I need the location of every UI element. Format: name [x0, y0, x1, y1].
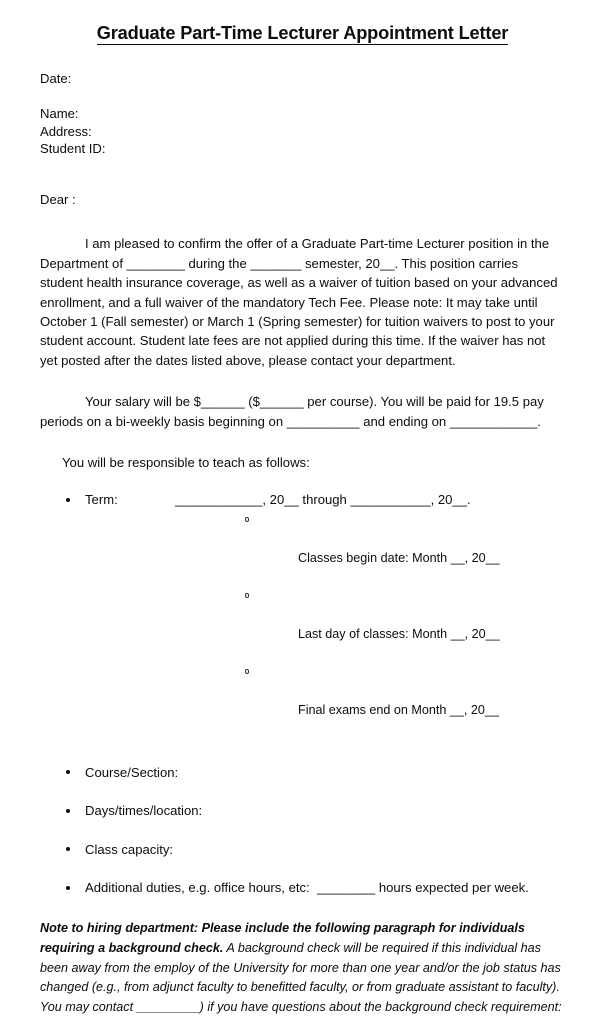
sub-list-item: [85, 511, 565, 587]
student-id-label: Student ID:: [40, 141, 106, 157]
hiring-department-note: [40, 919, 565, 1017]
hollow-bullet-icon: [245, 517, 249, 521]
bullet-dot-icon: [66, 498, 70, 502]
hollow-bullet-icon: [245, 669, 249, 673]
responsibilities-lede: You will be responsible to teach as follows:: [62, 455, 310, 470]
date-label: Date:: [40, 70, 72, 86]
salary-paragraph: Your salary will be $______ ($______ per course). You will be paid for 19.5 pay periods on a bi-weekly basis beginning on __________ and ending on ____________.: [40, 394, 544, 429]
class-capacity-label: Class capacity:: [85, 841, 174, 857]
bullet-dot-icon: [66, 809, 70, 813]
name-label: Name:: [40, 106, 79, 122]
days-times-location-label: Days/times/location:: [85, 803, 203, 819]
list-item-course-section: [40, 763, 565, 782]
bullet-dot-icon: [66, 886, 70, 890]
sub-list-item-label: Final exams end on Month __, 20__: [298, 702, 499, 717]
sub-list-item: [85, 663, 565, 739]
bullet-dot-icon: [66, 770, 70, 774]
page-title: [40, 0, 565, 45]
list-item-days-times-location: [40, 801, 565, 820]
page-title-text: Graduate Part-Time Lecturer Appointment Letter: [96, 23, 509, 43]
responsibilities-list: [40, 490, 565, 897]
offer-paragraph: I am pleased to confirm the offer of a Graduate Part-time Lecturer position in the Department of ________ during the _______ semester, 20__. This position carries student health insurance coverage, as well as a waiver of tuition based on your advanced enrollment, and a full waiver of the mandatory Tech Fee. Please note: It may take until October 1 (Fall semester) or March 1 (Spring semester) for tuition waivers to post to your student account. Student late fees are not applied during this time. If the waiver has not yet posted after the dates listed above, please contact your department.: [40, 236, 558, 368]
bullet-dot-icon: [66, 847, 70, 851]
recipient-block: [40, 105, 565, 158]
note-body: A background check will be required if this individual has been away from the employ of the University for more than one year and/or the job status has changed (e.g., from adjunct faculty to benefitted faculty, or from graduate assistant to faculty). You may contact _________) if you have questions about the background check requirement:: [40, 941, 562, 1014]
term-value: ____________, 20__ through ___________, 20__.: [175, 492, 471, 508]
address-label: Address:: [40, 123, 92, 139]
additional-duties-label: Additional duties, e.g. office hours, etc: ________ hours expected per week.: [85, 880, 529, 896]
term-sublist: [85, 511, 565, 739]
list-item-class-capacity: [40, 840, 565, 859]
sub-list-item-label: Last day of classes: Month __, 20__: [298, 626, 500, 641]
hollow-bullet-icon: [245, 593, 249, 597]
sub-list-item-label: Classes begin date: Month __, 20__: [298, 550, 500, 565]
salutation: Dear :: [40, 191, 76, 207]
course-section-label: Course/Section:: [85, 764, 179, 780]
list-item-additional-duties: [40, 878, 565, 897]
term-label: Term:: [85, 492, 118, 508]
list-item-term: [40, 490, 565, 738]
note-bold-lead: Note to hiring department: Please include the following paragraph for individuals requiring a background check.: [40, 921, 525, 956]
sub-list-item: [85, 587, 565, 663]
